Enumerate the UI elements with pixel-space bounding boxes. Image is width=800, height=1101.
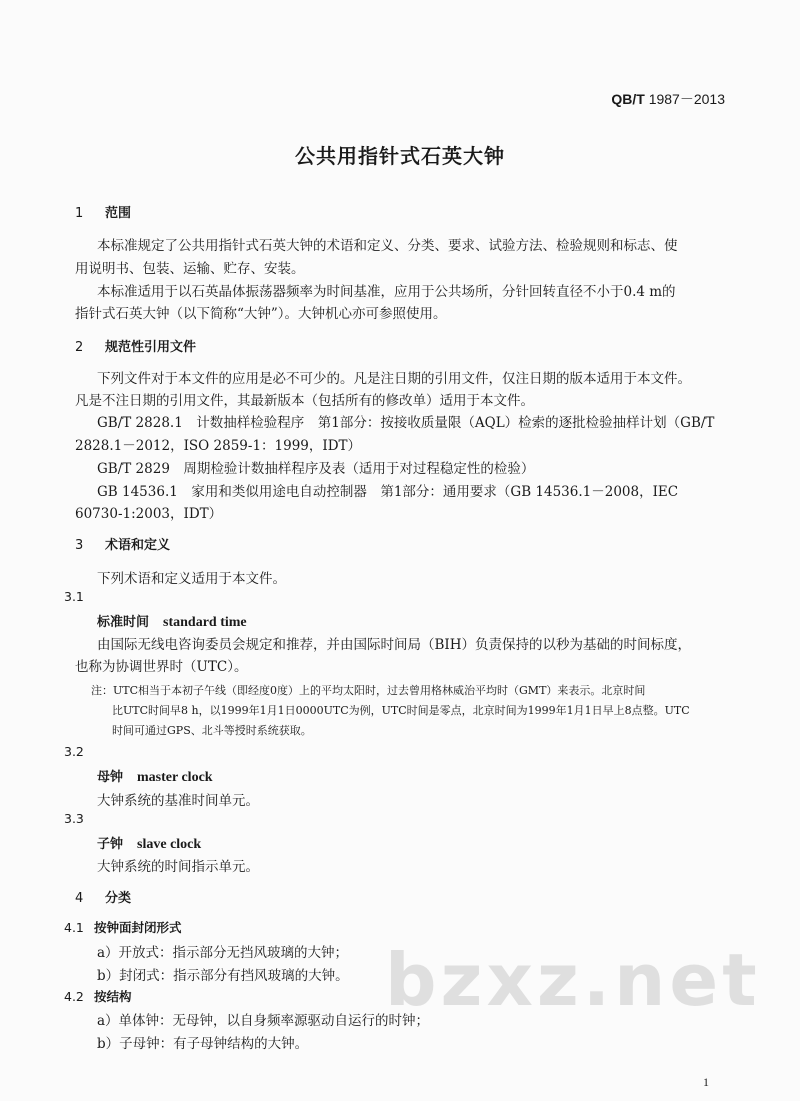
section-1-heading bbox=[75, 202, 131, 221]
term-title bbox=[97, 611, 247, 631]
term-title bbox=[97, 833, 201, 853]
term-zh: 母钟 bbox=[97, 770, 124, 785]
term-zh: 子钟 bbox=[97, 837, 124, 852]
reference-line: GB 14536.1 家用和类似用途电自动控制器 第1部分：通用要求（GB 14536.1－2008，IEC bbox=[97, 484, 679, 500]
term-number: 3.2 bbox=[64, 744, 84, 759]
term-title bbox=[97, 766, 213, 786]
note-line: 时间可通过GPS、北斗等授时系统获取。 bbox=[112, 724, 312, 737]
paragraph-line: 本标准规定了公共用指针式石英大钟的术语和定义、分类、要求、试验方法、检验规则和标志、使 bbox=[97, 238, 678, 254]
section-number: 1 bbox=[75, 206, 84, 221]
definition-line: 大钟系统的时间指示单元。 bbox=[97, 859, 259, 875]
paragraph-line: 用说明书、包装、运输、贮存、安装。 bbox=[75, 261, 305, 277]
paragraph-line: 指针式石英大钟（以下简称“大钟”）。大钟机心亦可参照使用。 bbox=[75, 306, 447, 322]
section-title: 范围 bbox=[105, 206, 132, 221]
list-item: b）子母钟：有子母钟结构的大钟。 bbox=[97, 1036, 309, 1052]
paragraph-line: 本标准适用于以石英晶体振荡器频率为时间基准，应用于公共场所，分针回转直径不小于0.4 m的 bbox=[97, 284, 676, 300]
term-en: standard time bbox=[163, 615, 247, 630]
definition-line: 由国际无线电咨询委员会规定和推荐，并由国际时间局（BIH）负责保持的以秒为基础的时间标度， bbox=[97, 637, 692, 653]
note-line: 注：UTC相当于本初子午线（即经度0度）上的平均太阳时，过去曾用格林威治平均时（GMT）来表示。北京时间 bbox=[91, 684, 646, 697]
section-title: 分类 bbox=[105, 891, 132, 906]
paragraph-line: 凡是不注日期的引用文件，其最新版本（包括所有的修改单）适用于本文件。 bbox=[75, 393, 534, 409]
definition-line: 也称为协调世界时（UTC）。 bbox=[75, 659, 248, 675]
term-en: master clock bbox=[137, 770, 213, 785]
term-number: 3.1 bbox=[64, 589, 84, 604]
section-3-heading bbox=[75, 534, 170, 553]
subsection-4-1-heading bbox=[64, 918, 182, 936]
subsection-title: 按钟面封闭形式 bbox=[94, 920, 182, 935]
reference-line: GB/T 2829 周期检验计数抽样程序及表（适用于对过程稳定性的检验） bbox=[97, 461, 535, 477]
subsection-number: 4.2 bbox=[64, 989, 84, 1004]
section-title: 规范性引用文件 bbox=[105, 340, 197, 355]
term-zh: 标准时间 bbox=[97, 615, 150, 630]
definition-line: 大钟系统的基准时间单元。 bbox=[97, 793, 259, 809]
subsection-title: 按结构 bbox=[94, 989, 132, 1004]
section-title: 术语和定义 bbox=[105, 538, 171, 553]
standard-code: 1987－2013 bbox=[648, 91, 725, 107]
term-en: slave clock bbox=[137, 837, 202, 852]
standard-number bbox=[611, 89, 725, 109]
subsection-4-2-heading bbox=[64, 987, 132, 1005]
section-number: 3 bbox=[75, 538, 84, 553]
list-item: a）开放式：指示部分无挡风玻璃的大钟； bbox=[97, 945, 349, 961]
reference-line: 60730-1:2003，IDT） bbox=[75, 506, 223, 522]
standard-prefix: QB/T bbox=[611, 91, 645, 107]
paragraph-line: 下列术语和定义适用于本文件。 bbox=[97, 571, 286, 587]
reference-line: GB/T 2828.1 计数抽样检验程序 第1部分：按接收质量限（AQL）检索的逐批检验抽样计划（GB/T bbox=[97, 415, 715, 431]
watermark: bzxz.net bbox=[385, 938, 761, 1022]
note-line: 比UTC时间早8 h，以1999年1月1日0000UTC为例，UTC时间是零点，北京时间为1999年1月1日早上8点整。UTC bbox=[112, 704, 690, 717]
list-item: a）单体钟：无母钟，以自身频率源驱动自运行的时钟； bbox=[97, 1013, 430, 1029]
page-number: 1 bbox=[703, 1075, 709, 1089]
section-number: 4 bbox=[75, 891, 84, 906]
section-2-heading bbox=[75, 336, 196, 355]
paragraph-line: 下列文件对于本文件的应用是必不可少的。凡是注日期的引用文件，仅注日期的版本适用于本文件。 bbox=[97, 371, 691, 387]
section-4-heading bbox=[75, 887, 131, 906]
document-title: 公共用指针式石英大钟 bbox=[295, 144, 505, 168]
subsection-number: 4.1 bbox=[64, 920, 84, 935]
term-number: 3.3 bbox=[64, 811, 84, 826]
list-item: b）封闭式：指示部分有挡风玻璃的大钟。 bbox=[97, 968, 349, 984]
reference-line: 2828.1－2012，ISO 2859-1：1999，IDT） bbox=[75, 438, 362, 454]
section-number: 2 bbox=[75, 340, 84, 355]
